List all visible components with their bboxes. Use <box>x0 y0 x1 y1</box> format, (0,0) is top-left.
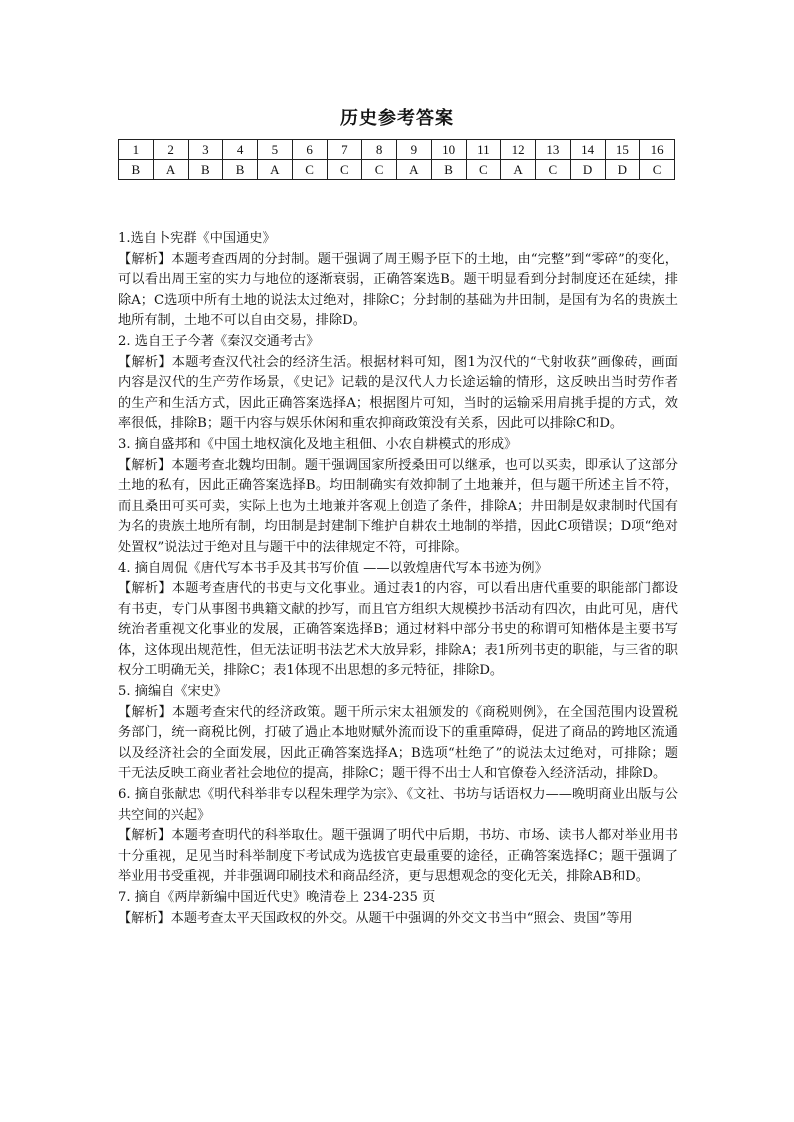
answer-cell: C <box>362 160 397 180</box>
question-number-cell: 6 <box>292 140 327 160</box>
item-source: 4. 摘自周侃《唐代写本书手及其书写价值 ——以敦煌唐代写本书迹为例》 <box>118 560 548 576</box>
item-analysis: 【解析】本题考查汉代社会的经济生活。根据材料可知，图1为汉代的“弋射收获”画像砖，画面内容是汉代的生产劳作场景，《史记》记载的是汉代人力长途运输的情形，这反映出当时劳作者的生产和生活方式，因此正确答案选择A；根据图片可知，当时的运输采用肩挑手提的方式，效率很低，排除B；题干内容与娱乐休闲和重农抑商政策没有关系，因此可以排除C和D。 <box>118 354 678 432</box>
item-source: 2. 选自王子今著《秦汉交通考古》 <box>118 333 320 349</box>
answer-cell: A <box>501 160 536 180</box>
item-analysis: 【解析】本题考查北魏均田制。题干强调国家所授桑田可以继承，也可以买卖，即承认了这部分土地的私有，因此正确答案选择B。均田制确实有效抑制了土地兼并，但与题干所述主旨不符，而且桑田可买可卖，实际上也为土地兼并客观上创造了条件，排除A；井田制是奴隶制时代国有为名的贵族土地所有制，均田制是封建制下维护自耕农土地制的举措，因此C项错误；D项“绝对处置权”说法过于绝对且与题干中的法律规定不符，可排除。 <box>118 457 678 555</box>
answer-table-number-row <box>119 140 675 160</box>
question-number-cell: 12 <box>501 140 536 160</box>
question-number-cell: 5 <box>258 140 293 160</box>
question-number-cell: 13 <box>536 140 571 160</box>
answer-table-answer-row <box>119 160 675 180</box>
item-analysis: 【解析】本题考查唐代的书吏与文化事业。通过表1的内容，可以看出唐代重要的职能部门都设有书吏，专门从事图书典籍文献的抄写，而且官方组织大规模抄书活动有四次，由此可见，唐代统治者重视文化事业的发展，正确答案选择B；通过材料中部分书史的称谓可知楷体是主要书写体，这体现出规范性，但无法证明书法艺术大放异彩，排除A；表1所列书吏的职能，与三省的职权分工明确无关，排除C；表1体现不出思想的多元特征，排除D。 <box>118 581 678 679</box>
item-analysis: 【解析】本题考查西周的分封制。题干强调了周王赐予臣下的土地，由“完整”到“零碎”的变化，可以看出周王室的实力与地位的逐渐衰弱，正确答案选B。题干明显看到分封制度还在延续，排除A；C选项中所有土地的说法太过绝对，排除C；分封制的基础为井田制，是国有为名的贵族土地所有制，土地不可以自由交易，排除D。 <box>118 251 678 329</box>
page-title: 历史参考答案 <box>340 108 454 129</box>
answer-cell: B <box>188 160 223 180</box>
answer-cell: C <box>536 160 571 180</box>
question-number-cell: 1 <box>119 140 154 160</box>
question-number-cell: 8 <box>362 140 397 160</box>
question-number-cell: 3 <box>188 140 223 160</box>
item-analysis: 【解析】本题考查明代的科举取仕。题干强调了明代中后期，书坊、市场、读书人都对举业用书十分重视，足见当时科举制度下考试成为选拔官吏最重要的途径，正确答案选择C；题干强调了举业用书受重视，并非强调印刷技术和商品经济，更与思想观念的变化无关，排除AB和D。 <box>118 828 678 885</box>
item-source: 7. 摘自《两岸新编中国近代史》晚清卷上 234-235 页 <box>118 890 436 905</box>
answer-explanations <box>118 229 678 929</box>
question-number-cell: 2 <box>153 140 188 160</box>
answer-cell: C <box>640 160 675 180</box>
answer-cell: C <box>292 160 327 180</box>
answer-cell: A <box>153 160 188 180</box>
answer-cell: C <box>327 160 362 180</box>
item-source: 1.选自卜宪群《中国通史》 <box>118 231 276 246</box>
answer-cell: A <box>397 160 432 180</box>
answer-cell: B <box>223 160 258 180</box>
question-number-cell: 14 <box>570 140 605 160</box>
answer-cell: A <box>258 160 293 180</box>
answer-cell: D <box>570 160 605 180</box>
item-source: 3. 摘自盛邦和《中国土地权演化及地主租佃、小农自耕模式的形成》 <box>118 436 518 452</box>
question-number-cell: 4 <box>223 140 258 160</box>
question-number-cell: 15 <box>605 140 640 160</box>
question-number-cell: 11 <box>466 140 501 160</box>
question-number-cell: 9 <box>397 140 432 160</box>
answer-cell: B <box>119 160 154 180</box>
answer-cell: C <box>466 160 501 180</box>
item-analysis: 【解析】本题考查太平天国政权的外交。从题干中强调的外交文书当中“照会、贵国”等用 <box>118 910 633 926</box>
question-number-cell: 7 <box>327 140 362 160</box>
answer-cell: B <box>431 160 466 180</box>
answer-cell: D <box>605 160 640 180</box>
item-source: 6. 摘自张献忠《明代科举非专以程朱理学为宗》、《文社、书坊与话语权力——晚明商业出版与公共空间的兴起》 <box>118 787 678 823</box>
item-source: 5. 摘编自《宋史》 <box>118 684 228 700</box>
item-analysis: 【解析】本题考查宋代的经济政策。题干所示宋太祖颁发的《商税则例》，在全国范围内设置税务部门，统一商税比例，打破了過止本地财赋外流而设下的重重障碍，促进了商品的跨地区流通以及经济社会的全面发展，因此正确答案选择A；B选项“杜绝了”的说法太过绝对，可排除；题干无法反映工商业者社会地位的提高，排除C；题干得不出士人和官僚卷入经济活动，排除D。 <box>118 704 678 782</box>
answer-table <box>118 139 675 180</box>
question-number-cell: 10 <box>431 140 466 160</box>
question-number-cell: 16 <box>640 140 675 160</box>
